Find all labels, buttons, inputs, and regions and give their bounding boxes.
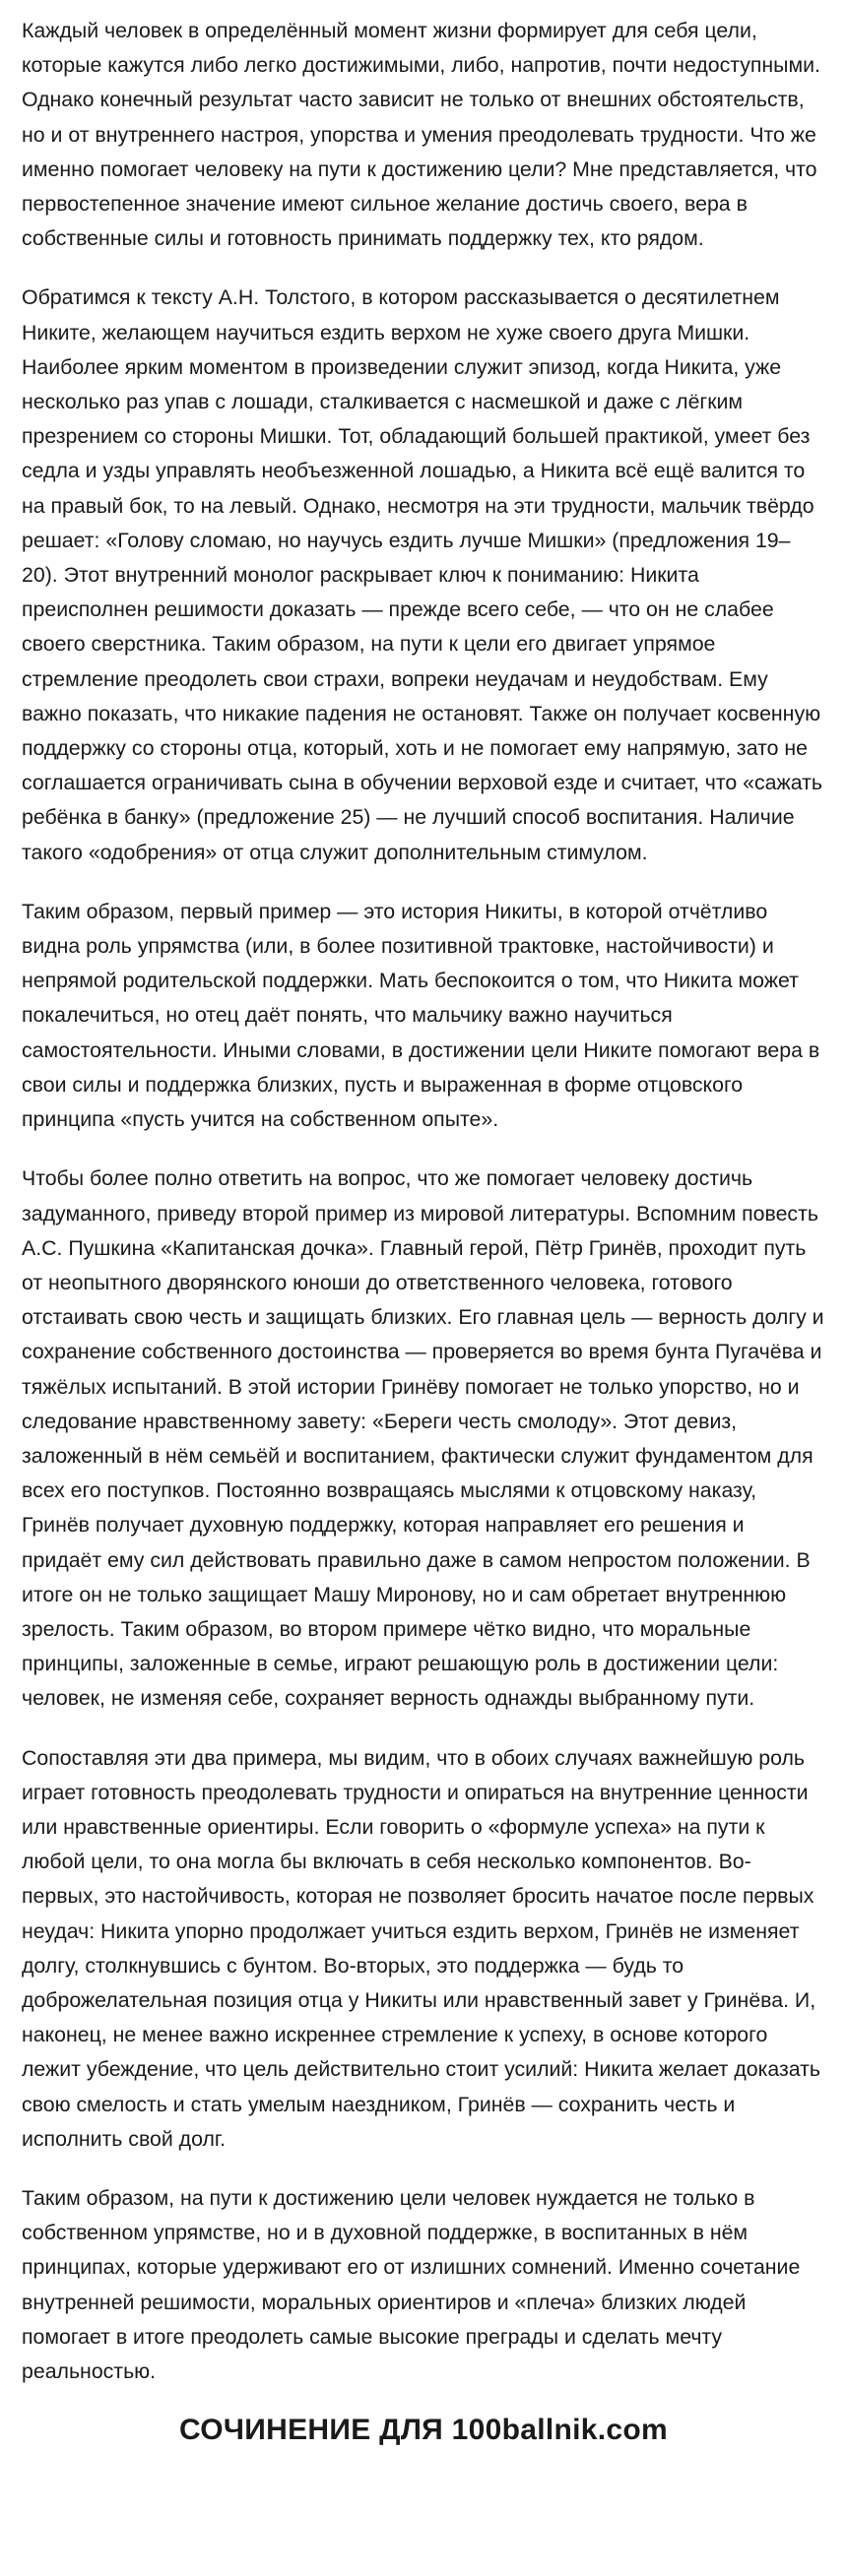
footer-watermark: СОЧИНЕНИЕ ДЛЯ 100ballnik.com — [179, 2414, 668, 2447]
essay-paragraph-1: Каждый человек в определённый момент жизни формирует для себя цели, которые кажутся либо легко достижимыми, либо, напротив, почти недоступными. Однако конечный результат часто зависит не только от внешних обстоятельств, но и от внутреннего настроя, упорства и умения преодолевать трудности. Что же именно помогает человеку на пути к достижению цели? Мне представляется, что первостепенное значение имеют сильное желание достичь своего, вера в собственные силы и готовность принимать поддержку тех, кто рядом. — [22, 19, 820, 251]
essay-body — [22, 14, 825, 2389]
essay-paragraph-2: Обратимся к тексту А.Н. Толстого, в котором рассказывается о десятилетнем Никите, желающем научиться ездить верхом не хуже своего друга Мишки. Наиболее ярким моментом в произведении служит эпизод, когда Никита, уже несколько раз упав с лошади, сталкивается с насмешкой и даже с лёгким презрением со стороны Мишки. Тот, обладающий большей практикой, умеет без седла и узды управлять необъезженной лошадью, а Никита всё ещё валится то на правый бок, то на левый. Однако, несмотря на эти трудности, мальчик твёрдо решает: «Голову сломаю, но научусь ездить лучше Мишки» (предложения 19–20). Этот внутренний монолог раскрывает ключ к пониманию: Никита преисполнен решимости доказать — прежде всего себе, — что он не слабее своего сверстника. Таким образом, на пути к цели его двигает упрямое стремление преодолеть свои страхи, вопреки неудачам и неудобствам. Ему важно показать, что никакие падения не остановят. Также он получает косвенную поддержку со стороны отца, который, хоть и не помогает ему напрямую, зато не соглашается ограничивать сына в обучении верховой езде и считает, что «сажать ребёнка в банку» (предложение 25) — не лучший способ воспитания. Наличие такого «одобрения» от отца служит дополнительным стимулом. — [22, 285, 822, 864]
essay-paragraph-4: Чтобы более полно ответить на вопрос, что же помогает человеку достичь задуманного, приведу второй пример из мировой литературы. Вспомним повесть А.С. Пушкина «Капитанская дочка». Главный герой, Пётр Гринёв, проходит путь от неопытного дворянского юноши до ответственного человека, готового отстаивать свою честь и защищать близких. Его главная цель — верность долгу и сохранение собственного достоинства — проверяется во время бунта Пугачёва и тяжёлых испытаний. В этой истории Гринёву помогает не только упорство, но и следование нравственному завету: «Береги честь смолоду». Этот девиз, заложенный в нём семьёй и воспитанием, фактически служит фундаментом для всех его поступков. Постоянно возвращаясь мыслями к отцовскому наказу, Гринёв получает духовную поддержку, которая направляет его решения и придаёт ему сил действовать правильно даже в самом непростом положении. В итоге он не только защищает Машу Миронову, но и сам обретает внутреннюю зрелость. Таким образом, во втором примере чётко видно, что моральные принципы, заложенные в семье, играют решающую роль в достижении цели: человек, не изменяя себе, сохраняет верность однажды выбранному пути. — [22, 1166, 824, 1711]
essay-paragraph-3: Таким образом, первый пример — это история Никиты, в которой отчётливо видна роль упрямства (или, в более позитивной трактовке, настойчивости) и непрямой родительской поддержки. Мать беспокоится о том, что Никита может покалечиться, но отец даёт понять, что мальчику важно научиться самостоятельности. Иными словами, в достижении цели Никите помогают вера в свои силы и поддержка близких, пусть и выраженная в форме отцовского принципа «пусть учится на собственном опыте». — [22, 899, 820, 1132]
essay-paragraph-5: Сопоставляя эти два примера, мы видим, что в обоих случаях важнейшую роль играет готовность преодолевать трудности и опираться на внутренние ценности или нравственные ориентиры. Если говорить о «формуле успеха» на пути к любой цели, то она могла бы включать в себя несколько компонентов. Во-первых, это настойчивость, которая не позволяет бросить начатое после первых неудач: Никита упорно продолжает учиться ездить верхом, Гринёв не изменяет долгу, столкнувшись с бунтом. Во-вторых, это поддержка — будь то доброжелательная позиция отца у Никиты или нравственный завет у Гринёва. И, наконец, не менее важно искреннее стремление к успеху, в основе которого лежит убеждение, что цель действительно стоит усилий: Никита желает доказать свою смелость и стать умелым наездником, Гринёв — сохранить честь и исполнить свой долг. — [22, 1745, 820, 2151]
essay-paragraph-6: Таким образом, на пути к достижению цели человек нуждается не только в собственном упрямстве, но и в духовной поддержке, в воспитанных в нём принципах, которые удерживают его от излишних сомнений. Именно сочетание внутренней решимости, моральных ориентиров и «плеча» близких людей помогает в итоге преодолеть самые высокие преграды и сделать мечту реальностью. — [22, 2185, 801, 2383]
